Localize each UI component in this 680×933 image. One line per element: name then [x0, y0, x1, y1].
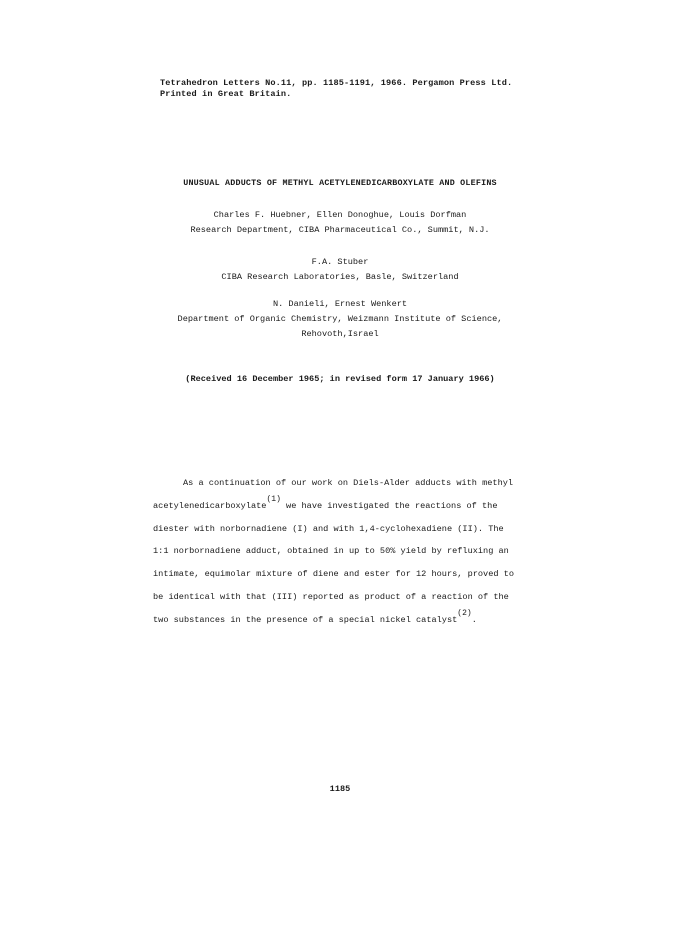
body-text-segment: we have investigated the reactions of the [280, 500, 498, 511]
author-affiliation: CIBA Research Laboratories, Basle, Switzerland [221, 272, 459, 282]
author-group-3 [0, 297, 680, 342]
author-affiliation: Department of Organic Chemistry, Weizmann Institute of Science, [177, 314, 503, 324]
body-line: diester with norbornadiene (I) and with 1,4-cyclohexadiene (II). The [153, 523, 504, 534]
body-line: As a continuation of our work on Diels-Alder adducts with methyl [183, 478, 514, 488]
body-text-segment: two substances in the presence of a special nickel catalyst [153, 614, 458, 625]
body-paragraph [153, 472, 533, 632]
author-affiliation: Research Department, CIBA Pharmaceutical Co., Summit, N.J. [190, 225, 490, 235]
body-text-segment: acetylenedicarboxylate [153, 500, 267, 511]
body-line [153, 495, 533, 518]
author-names: Charles F. Huebner, Ellen Donoghue, Louis Dorfman [213, 210, 467, 220]
body-line: 1:1 norbornadiene adduct, obtained in up to 50% yield by refluxing an [153, 546, 509, 557]
author-group-2 [0, 255, 680, 285]
journal-header [160, 78, 512, 100]
author-names: F.A. Stuber [311, 257, 369, 267]
body-line [153, 609, 533, 632]
citation-superscript: (1) [266, 494, 281, 504]
journal-citation: Tetrahedron Letters No.11, pp. 1185-1191, 1966. Pergamon Press Ltd. [160, 78, 513, 88]
body-line: intimate, equimolar mixture of diene and ester for 12 hours, proved to [153, 569, 514, 580]
body-text-segment: . [471, 614, 477, 625]
author-names: N. Danieli, Ernest Wenkert [272, 299, 408, 309]
author-affiliation-location: Rehovoth,Israel [301, 329, 379, 339]
citation-superscript: (2) [457, 608, 472, 618]
body-line: be identical with that (III) reported as product of a reaction of the [153, 591, 509, 602]
page-number: 1185 [329, 784, 351, 794]
article-title: UNUSUAL ADDUCTS OF METHYL ACETYLENEDICARBOXYLATE AND OLEFINS [183, 178, 497, 188]
author-group-1 [0, 208, 680, 238]
printing-note: Printed in Great Britain. [160, 89, 292, 99]
received-dates: (Received 16 December 1965; in revised form 17 January 1966) [185, 374, 495, 384]
